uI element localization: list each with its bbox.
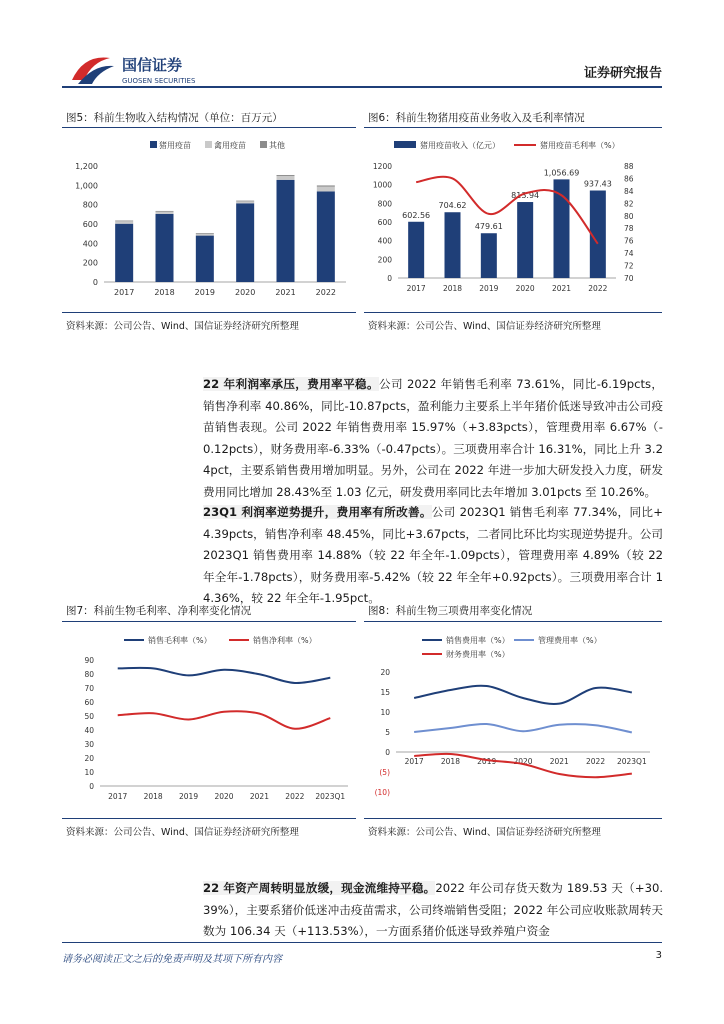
fig5-bar-0 [277, 180, 295, 282]
fig5-bar-2 [236, 201, 254, 202]
fig6-ytick-right: 80 [624, 211, 634, 221]
fig6-bar [408, 222, 424, 278]
fig6-ytick-right: 88 [624, 162, 634, 171]
fig8-ytick: 20 [380, 668, 390, 677]
paragraph-profit-body: 公司 2022 年销售毛利率 73.61%，同比-6.19pcts，销售净利率 40.86%，同比-10.87pcts，盈利能力主要系上半年猪价低迷导致冲击公司疫苗销售表现。公司 2022 年销售费用率 15.97%（+3.83pcts），管理费用率 6.67%（-0.12pcts），财务费用率-6.33%（-0.47pcts）。三项费用率合计 16.31%，同比上升 3.24pct，主要系销售费用增加明显。另外，公司在 2022 年进一步加大研发投入力度，研发费用同比增加 28.43%至 1.03 亿元，研发费用率同比去年增加 3.01pcts 至 10.26%。 [203, 377, 664, 499]
fig8-chart [364, 624, 662, 814]
fig6-ytick-right: 74 [624, 249, 634, 259]
fig6-xtick: 2021 [551, 284, 572, 293]
fig6-bar [445, 212, 461, 278]
fig5-bar-1 [196, 234, 214, 236]
fig7-ytick: 80 [84, 670, 94, 679]
fig6-bar [481, 233, 497, 278]
fig5-legend-swatch-0 [150, 141, 157, 148]
fig6-ytick-left: 0 [387, 274, 392, 283]
fig8-series-line-1 [414, 724, 632, 732]
fig7-ytick: 40 [84, 726, 94, 735]
fig5-ytick: 200 [82, 258, 98, 268]
fig7-title: 图7：科前生物毛利率、净利率变化情况 [66, 605, 252, 617]
fig5-top-rule [62, 127, 356, 128]
fig5-xtick: 2017 [113, 288, 135, 297]
fig8-xtick: 2020 [513, 757, 533, 766]
fig6-xtick: 2018 [442, 284, 463, 293]
fig8-xtick: 2023Q1 [616, 757, 647, 766]
fig8-xtick: 2022 [586, 757, 606, 766]
paragraph-assets-body: 2022 年公司存货天数为 189.53 天（+30.39%），主要系猪价低迷冲击疫苗需求，公司终端销售受阻；2022 年公司应收账款周转天数为 106.34 天（+113.53%），一方面系猪价低迷导致养殖户资金 [203, 881, 664, 939]
fig5-ytick: 600 [82, 220, 98, 229]
fig6-legend-swatch-bar [394, 141, 416, 148]
doc-type: 证券研究报告 [583, 66, 662, 81]
fig8-top-rule [364, 621, 662, 622]
fig5-bar-0 [115, 224, 133, 282]
fig5-xtick: 2022 [315, 288, 337, 297]
fig7-top-rule [62, 621, 356, 622]
fig8-xtick: 2018 [440, 757, 460, 766]
fig5-bar-0 [236, 203, 254, 282]
fig5-bottom-rule [62, 312, 356, 313]
fig6-data-label: 1,056.69 [543, 168, 580, 178]
fig8-source: 资料来源：公司公告、Wind、国信证券经济研究所整理 [368, 827, 601, 838]
fig7-bottom-rule [62, 818, 356, 819]
fig6-ytick-right: 76 [624, 236, 634, 246]
fig5-bar-2 [156, 211, 174, 212]
fig6-xtick: 2019 [479, 284, 499, 293]
fig6-xtick: 2020 [515, 284, 535, 293]
fig6-data-label: 937.43 [583, 179, 612, 189]
fig7-ytick: 60 [84, 698, 94, 707]
fig8-ytick: 10 [380, 708, 390, 717]
fig5-ytick: 400 [82, 239, 98, 249]
fig7-legend-label-0: 销售毛利率（%） [148, 636, 212, 645]
fig6-bar [517, 202, 533, 278]
fig8-xtick: 2017 [404, 757, 424, 766]
fig5-bar-0 [317, 191, 335, 282]
paragraph-profit [203, 374, 663, 504]
fig8-legend-label-0: 销售费用率（%） [446, 636, 510, 645]
fig6-chart [364, 130, 662, 310]
fig5-chart [62, 130, 356, 310]
fig5-bar-2 [277, 175, 295, 176]
fig6-ytick-right: 84 [624, 186, 634, 196]
paragraph-q1 [203, 502, 663, 610]
paragraph-q1-heading: 23Q1 利润率逆势提升，费用率有所改善。 [203, 505, 432, 519]
fig5-xtick: 2020 [234, 288, 256, 297]
fig8-xtick: 2019 [477, 757, 497, 766]
fig7-xtick: 2022 [285, 792, 305, 801]
fig5-bar-2 [115, 221, 133, 222]
header-rule [62, 86, 662, 88]
fig6-ytick-right: 86 [624, 174, 634, 184]
fig8-bottom-rule [364, 818, 662, 819]
fig8-series-line-0 [414, 686, 632, 704]
fig6-ytick-right: 72 [624, 261, 634, 271]
fig5-legend-swatch-1 [205, 141, 212, 148]
paragraph-assets-heading: 22 年资产周转明显放缓，现金流维持平稳。 [203, 881, 436, 895]
fig7-source: 资料来源：公司公告、Wind、国信证券经济研究所整理 [66, 827, 299, 838]
fig5-xtick: 2021 [275, 288, 296, 297]
fig6-xtick: 2017 [406, 284, 426, 293]
fig6-ytick-right: 70 [624, 274, 634, 283]
fig7-xtick: 2019 [179, 792, 199, 801]
fig8-ytick: 5 [385, 728, 390, 737]
fig5-ytick: 0 [92, 278, 98, 287]
fig6-ytick-left: 400 [377, 236, 392, 246]
fig7-ytick: 70 [84, 684, 94, 693]
fig7-chart [62, 624, 356, 814]
fig7-ytick: 90 [84, 656, 94, 665]
fig7-xtick: 2023Q1 [315, 792, 346, 801]
fig6-ytick-left: 1200 [372, 162, 392, 171]
brand-en: GUOSEN SECURITIES [122, 77, 196, 85]
fig6-source: 资料来源：公司公告、Wind、国信证券经济研究所整理 [368, 321, 601, 332]
fig5-ytick: 800 [82, 200, 98, 210]
fig8-legend-label-2: 财务费用率（%） [446, 650, 510, 659]
fig6-data-label: 813.94 [511, 191, 540, 201]
fig5-legend-label-1: 禽用疫苗 [214, 141, 246, 150]
fig8-legend-label-1: 管理费用率（%） [538, 636, 602, 645]
fig6-ytick-left: 200 [377, 255, 392, 265]
fig7-series-line-0 [118, 668, 331, 683]
fig8-ytick: 15 [380, 688, 390, 697]
fig7-ytick: 50 [84, 712, 94, 721]
fig5-legend-label-2: 其他 [269, 141, 285, 150]
paragraph-q1-body: 公司 2023Q1 销售毛利率 77.34%，同比+4.39pcts，销售净利率 48.45%，同比+3.67pcts，二者同比环比均实现逆势提升。公司 2023Q1 销售费用率 14.88%（较 22 年全年-1.09pcts），管理费用率 4.89%（较 22 年全年-1.78pcts），财务费用率-5.42%（较 22 年全年+0.92pcts）。三项费用率合计 14.36%，较 22 年全年-1.95pct。 [203, 505, 663, 606]
footer-rule [62, 942, 662, 943]
fig8-ytick: (5) [379, 768, 390, 777]
paragraph-assets [203, 878, 663, 943]
fig7-xtick: 2020 [214, 792, 234, 801]
fig7-legend-label-1: 销售净利率（%） [253, 636, 317, 645]
fig5-bar-0 [156, 214, 174, 282]
fig5-bar-1 [156, 212, 174, 214]
fig6-data-label: 602.56 [402, 210, 431, 220]
fig5-xtick: 2018 [154, 288, 175, 297]
fig6-ytick-left: 800 [377, 199, 392, 209]
fig5-bar-1 [236, 201, 254, 203]
fig8-title: 图8：科前生物三项费用率变化情况 [368, 605, 533, 617]
fig5-legend-label-0: 猪用疫苗 [159, 141, 191, 150]
fig6-ytick-right: 78 [624, 224, 634, 234]
fig5-bar-2 [317, 185, 335, 186]
brand-cn: 国信证券 [122, 56, 183, 74]
fig5-title: 图5：科前生物收入结构情况（单位：百万元） [66, 112, 283, 124]
fig6-bottom-rule [364, 312, 662, 313]
fig7-xtick: 2018 [143, 792, 163, 801]
fig6-xtick: 2022 [588, 284, 608, 293]
fig5-bar-0 [196, 236, 214, 282]
fig8-xtick: 2021 [549, 757, 569, 766]
fig5-bar-2 [196, 233, 214, 234]
fig5-ytick: 1,200 [75, 162, 98, 171]
fig5-source: 资料来源：公司公告、Wind、国信证券经济研究所整理 [66, 321, 299, 332]
paragraph-profit-heading: 22 年利润率承压，费用率平稳。 [203, 377, 379, 391]
fig6-data-label: 479.61 [474, 222, 503, 232]
fig7-ytick: 0 [89, 782, 94, 791]
fig6-legend-label-bar: 猪用疫苗收入（亿元） [420, 141, 500, 150]
fig5-bar-1 [277, 176, 295, 180]
fig8-ytick: 0 [385, 748, 390, 757]
fig7-xtick: 2017 [108, 792, 128, 801]
fig6-legend-label-line: 猪用疫苗毛利率（%） [540, 141, 620, 150]
fig5-legend-swatch-2 [260, 141, 267, 148]
guosen-logo-icon [70, 50, 200, 90]
fig5-bar-1 [317, 187, 335, 192]
fig7-ytick: 10 [84, 768, 94, 777]
footer-disclaimer: 请务必阅读正文之后的免责声明及其项下所有内容 [62, 954, 282, 965]
fig5-ytick: 1,000 [75, 181, 98, 191]
fig8-ytick: (10) [374, 788, 390, 797]
fig6-ytick-left: 600 [377, 218, 392, 227]
fig6-top-rule [364, 127, 662, 128]
fig7-series-line-1 [118, 711, 331, 729]
fig6-data-label: 704.62 [438, 201, 467, 211]
guosen-logo [70, 50, 200, 90]
fig7-ytick: 20 [84, 754, 94, 763]
fig5-bar-1 [115, 221, 133, 223]
fig7-xtick: 2021 [249, 792, 269, 801]
fig6-ytick-left: 1000 [372, 180, 392, 190]
fig6-ytick-right: 82 [624, 199, 634, 209]
fig7-ytick: 30 [84, 740, 94, 749]
fig5-xtick: 2019 [194, 288, 216, 297]
page-number: 3 [655, 950, 662, 961]
fig6-title: 图6：科前生物猪用疫苗业务收入及毛利率情况 [368, 112, 585, 124]
